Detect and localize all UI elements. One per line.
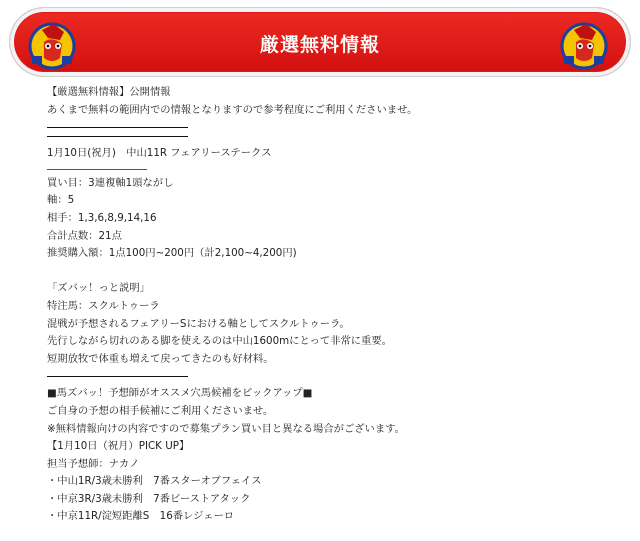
recommended-amount: 推奨購入額：1点100円~200円（計2,100~4,200円) — [47, 247, 297, 260]
list-item: ・中京11R/淀短距離S 16番レジェーロ — [47, 510, 235, 523]
pickup-title: ■馬ズバッ！予想師がオススメ穴馬候補をピックアップ■ — [47, 387, 313, 400]
explanation-line: 混戦が予想されるフェアリーSにおける軸としてスクルトゥーラ。 — [47, 317, 350, 330]
explanation-line: 先行しながら切れのある脚を使えるのは中山1600mにとって非常に重要。 — [47, 335, 392, 348]
intro-heading: 【厳選無料情報】公開情報 — [47, 86, 171, 98]
spacer — [47, 263, 607, 281]
axis-horse: 軸：5 — [47, 194, 75, 207]
list-item: ・中京3R/3歳未勝利 7番ビーストアタック — [47, 492, 251, 505]
header-banner — [10, 8, 630, 76]
featured-horse: 特注馬：スクルトゥーラ — [47, 299, 160, 312]
explanation-title: 「ズバッ！っと説明」 — [47, 282, 150, 295]
pickup-note: ※無料情報向けの内容ですので募集プラン買い目と異なる場合がございます。 — [47, 422, 405, 435]
pickup-date: 【1月10日（祝月）PICK UP】 — [47, 440, 190, 453]
divider — [47, 136, 188, 137]
article-body — [47, 84, 607, 526]
race-heading: 1月10日(祝月) 中山11R フェアリーステークス — [47, 147, 272, 160]
forecaster: 担当予想師：ナカノ — [47, 457, 140, 470]
divider — [47, 376, 188, 377]
mascot-icon — [556, 16, 612, 72]
list-item: ・中山1R/3歳未勝利 7番スターオブフェイス — [47, 475, 262, 488]
explanation-line: 短期放牧で体重も増えて戻ってきたのも好材料。 — [47, 352, 274, 365]
divider — [47, 169, 147, 170]
partner-horses: 相手：1,3,6,8,9,14,16 — [47, 211, 157, 224]
pickup-note: ご自身の予想の相手候補にご利用くださいませ。 — [47, 404, 274, 417]
bet-type: 買い目：3連複軸1頭ながし — [47, 176, 174, 189]
divider — [47, 127, 188, 128]
page-title: 厳選無料情報 — [259, 34, 380, 56]
total-points: 合計点数：21点 — [47, 229, 122, 242]
intro-note: あくまで無料の範囲内での情報となりますので参考程度にご利用くださいませ。 — [47, 103, 418, 116]
